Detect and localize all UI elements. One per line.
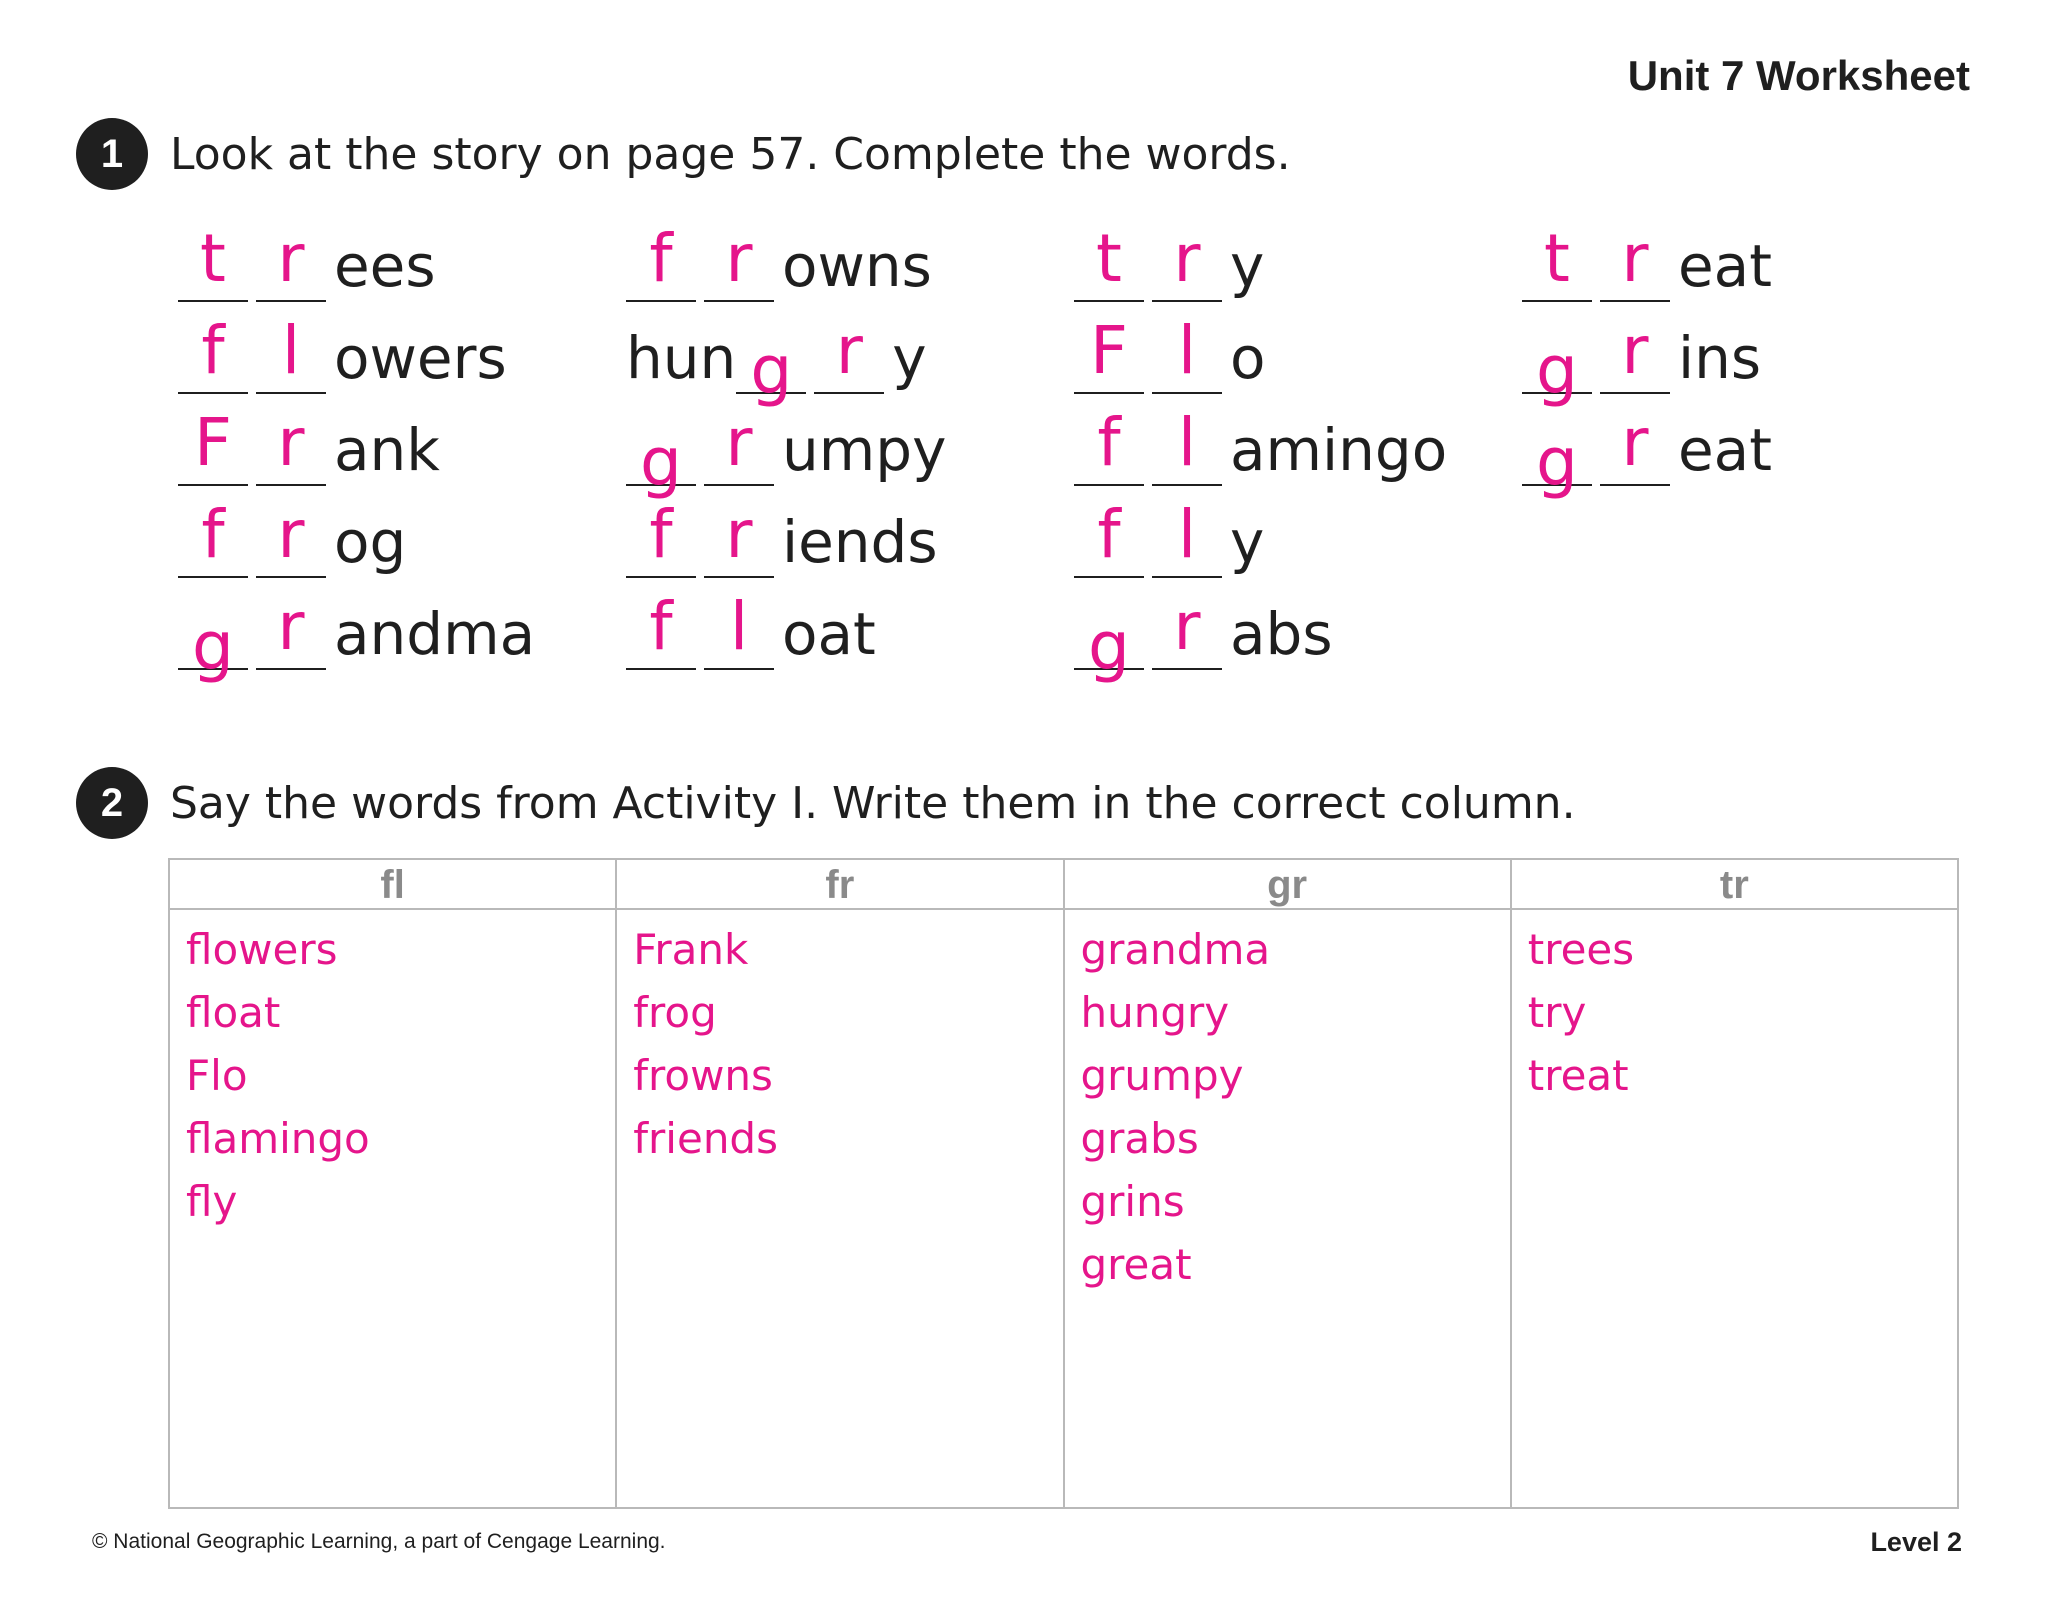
word-suffix: andma (334, 600, 536, 668)
activity-2-number-badge: 2 (76, 767, 148, 839)
handwritten-answer-letter: l (729, 588, 749, 665)
word-item (626, 394, 947, 501)
column-header: tr (1512, 860, 1957, 910)
word-suffix: oat (782, 600, 876, 668)
handwritten-answer-letter: r (1173, 220, 1201, 297)
activity-2-instruction: Say the words from Activity I. Write them in the correct column. (170, 777, 1576, 829)
copyright-notice: © National Geographic Learning, a part of Cengage Learning. (92, 1530, 666, 1553)
list-item: friends (633, 1114, 778, 1163)
letter-blank[interactable] (1074, 220, 1144, 302)
letter-blank[interactable] (256, 312, 326, 394)
handwritten-answer-letter: r (277, 220, 305, 297)
table-column (617, 860, 1064, 1507)
word-sort-table (168, 858, 1959, 1509)
activity-2-heading (76, 767, 1576, 839)
word-suffix: y (1230, 232, 1265, 300)
letter-blank[interactable] (1152, 220, 1222, 302)
handwritten-answer-letter: g (1536, 332, 1578, 409)
handwritten-answer-letter: r (277, 588, 305, 665)
word-item (178, 578, 536, 685)
word-suffix: eat (1678, 232, 1772, 300)
letter-blank[interactable] (178, 598, 248, 685)
word-suffix: owns (782, 232, 932, 300)
handwritten-answer-letter: g (750, 332, 793, 409)
handwritten-answer-letter: r (725, 496, 753, 573)
handwritten-answer-letter: g (192, 608, 234, 685)
letter-blank[interactable] (814, 312, 884, 394)
activity-1-number-badge: 1 (76, 118, 148, 190)
list-item: grumpy (1080, 1051, 1244, 1100)
letter-blank[interactable] (1600, 220, 1670, 302)
letter-blank[interactable] (178, 220, 248, 302)
table-column (170, 860, 617, 1507)
handwritten-answer-letter: F (1090, 312, 1128, 389)
handwritten-answer-letter: r (725, 220, 753, 297)
list-item: trees (1527, 925, 1635, 974)
handwritten-answer-letter: r (1173, 588, 1201, 665)
word-list[interactable] (1512, 910, 1957, 1107)
handwritten-answer-letter: r (1621, 220, 1649, 297)
word-item (1074, 210, 1264, 302)
word-item (1074, 578, 1333, 685)
word-suffix: ank (334, 416, 440, 484)
word-item (1074, 302, 1266, 394)
word-suffix: ees (334, 232, 436, 300)
letter-blank[interactable] (626, 588, 696, 670)
letter-blank[interactable] (704, 496, 774, 578)
word-suffix: y (892, 324, 927, 392)
handwritten-answer-letter: g (1088, 608, 1130, 685)
word-suffix: y (1230, 508, 1265, 576)
word-item (178, 486, 406, 578)
word-suffix: iends (782, 508, 938, 576)
list-item: flamingo (186, 1114, 370, 1163)
word-suffix: eat (1678, 416, 1772, 484)
handwritten-answer-letter: F (194, 404, 232, 481)
list-item: grabs (1080, 1114, 1199, 1163)
handwritten-answer-letter: l (1177, 312, 1197, 389)
letter-blank[interactable] (626, 220, 696, 302)
handwritten-answer-letter: f (201, 312, 225, 389)
letter-blank[interactable] (256, 588, 326, 670)
word-item (178, 302, 507, 394)
word-item (626, 210, 932, 302)
handwritten-answer-letter: t (1096, 220, 1122, 297)
word-suffix: amingo (1230, 416, 1448, 484)
letter-blank[interactable] (1074, 312, 1144, 394)
handwritten-answer-letter: t (1544, 220, 1570, 297)
word-suffix: owers (334, 324, 507, 392)
letter-blank[interactable] (1522, 220, 1592, 302)
list-item: Flo (186, 1051, 248, 1100)
letter-blank[interactable] (178, 404, 248, 486)
letter-blank[interactable] (178, 312, 248, 394)
word-item (178, 210, 436, 302)
letter-blank[interactable] (626, 496, 696, 578)
table-column (1065, 860, 1512, 1507)
column-header: fr (617, 860, 1062, 910)
letter-blank[interactable] (1600, 404, 1670, 486)
letter-blank[interactable] (1152, 496, 1222, 578)
handwritten-answer-letter: f (1097, 404, 1121, 481)
handwritten-answer-letter: r (1621, 404, 1649, 481)
word-list[interactable] (1065, 910, 1510, 1296)
word-item (1074, 394, 1447, 486)
list-item: try (1527, 988, 1587, 1037)
letter-blank[interactable] (736, 322, 806, 409)
word-item (1074, 486, 1264, 578)
word-list[interactable] (617, 910, 1062, 1170)
word-item (178, 394, 440, 486)
word-suffix: umpy (782, 416, 947, 484)
handwritten-answer-letter: l (1177, 404, 1197, 481)
letter-blank[interactable] (704, 404, 774, 486)
letter-blank[interactable] (1522, 414, 1592, 501)
letter-blank[interactable] (1074, 404, 1144, 486)
list-item: Frank (633, 925, 749, 974)
activity-1-heading (76, 118, 1291, 190)
word-item (626, 486, 938, 578)
handwritten-answer-letter: l (1177, 496, 1197, 573)
letter-blank[interactable] (1074, 598, 1144, 685)
letter-blank[interactable] (1522, 322, 1592, 409)
list-item: grins (1080, 1177, 1185, 1226)
word-list[interactable] (170, 910, 615, 1233)
word-prefix: hun (626, 324, 737, 392)
worksheet-title: Unit 7 Worksheet (1627, 52, 1970, 99)
word-item (626, 578, 876, 670)
handwritten-answer-letter: r (725, 404, 753, 481)
letter-blank[interactable] (704, 220, 774, 302)
word-suffix: ins (1678, 324, 1762, 392)
letter-blank[interactable] (1152, 312, 1222, 394)
handwritten-answer-letter: f (649, 220, 673, 297)
handwritten-answer-letter: r (835, 312, 863, 389)
word-item (1522, 394, 1772, 501)
handwritten-answer-letter: f (201, 496, 225, 573)
letter-blank[interactable] (256, 220, 326, 302)
word-item (1522, 210, 1772, 302)
handwritten-answer-letter: l (281, 312, 301, 389)
list-item: fly (186, 1177, 238, 1226)
handwritten-answer-letter: f (649, 588, 673, 665)
word-item (626, 302, 927, 409)
letter-blank[interactable] (178, 496, 248, 578)
letter-blank[interactable] (626, 414, 696, 501)
handwritten-answer-letter: r (277, 496, 305, 573)
list-item: frowns (633, 1051, 773, 1100)
handwritten-answer-letter: r (277, 404, 305, 481)
list-item: float (186, 988, 281, 1037)
list-item: frog (633, 988, 717, 1037)
handwritten-answer-letter: g (640, 424, 682, 501)
list-item: great (1080, 1240, 1192, 1289)
word-item (1522, 302, 1762, 409)
list-item: treat (1527, 1051, 1629, 1100)
table-column (1512, 860, 1957, 1507)
list-item: hungry (1080, 988, 1230, 1037)
word-suffix: abs (1230, 600, 1333, 668)
letter-blank[interactable] (1074, 496, 1144, 578)
word-suffix: og (334, 508, 407, 576)
letter-blank[interactable] (704, 588, 774, 670)
letter-blank[interactable] (256, 496, 326, 578)
activity-1-instruction: Look at the story on page 57. Complete the words. (170, 128, 1291, 180)
handwritten-answer-letter: t (200, 220, 226, 297)
letter-blank[interactable] (1152, 404, 1222, 486)
handwritten-answer-letter: f (649, 496, 673, 573)
word-suffix: o (1230, 324, 1266, 392)
list-item: grandma (1080, 925, 1271, 974)
letter-blank[interactable] (256, 404, 326, 486)
letter-blank[interactable] (1152, 588, 1222, 670)
handwritten-answer-letter: r (1621, 312, 1649, 389)
column-header: gr (1065, 860, 1510, 910)
list-item: flowers (186, 925, 338, 974)
handwritten-answer-letter: g (1536, 424, 1578, 501)
handwritten-answer-letter: f (1097, 496, 1121, 573)
column-header: fl (170, 860, 615, 910)
level-label: Level 2 (1870, 1527, 1962, 1557)
letter-blank[interactable] (1600, 312, 1670, 394)
